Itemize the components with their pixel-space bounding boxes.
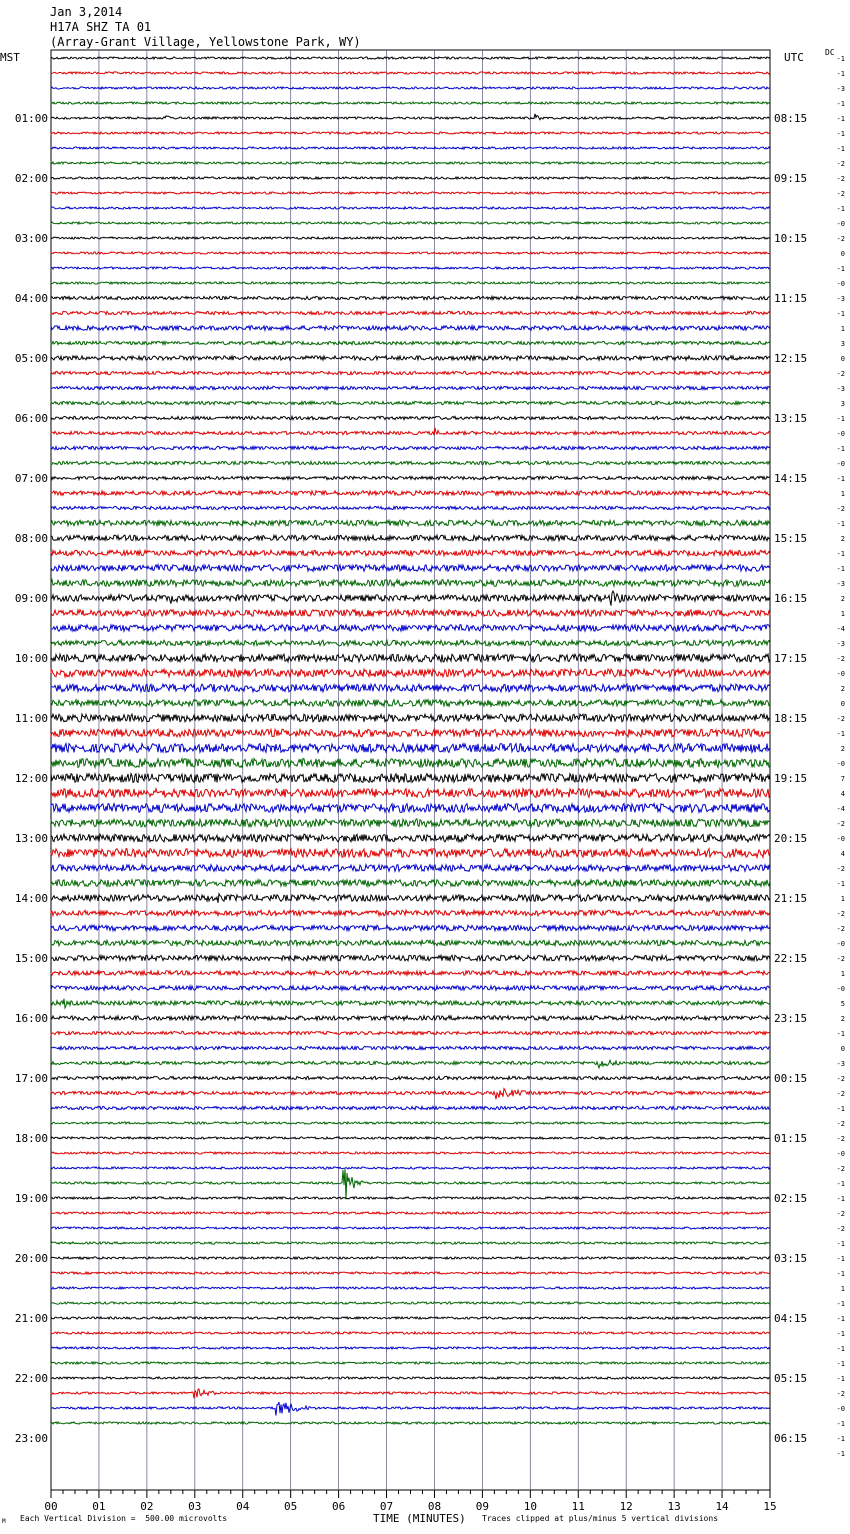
dc-offset-value: -1 (836, 1450, 845, 1458)
dc-offset-value: -1 (836, 1180, 845, 1188)
seismic-trace (51, 114, 770, 120)
utc-hour-label: 20:15 (774, 832, 808, 845)
seismic-trace (51, 565, 770, 572)
dc-offset-value: -1 (836, 1375, 845, 1383)
utc-hour-label: 05:15 (774, 1372, 808, 1385)
utc-hour-label: 19:15 (774, 772, 808, 785)
mst-hour-label: 19:00 (14, 1192, 48, 1205)
seismic-trace (51, 1332, 770, 1334)
dc-offset-value: 3 (840, 340, 845, 348)
dc-offset-value: 0 (840, 1045, 845, 1053)
seismic-trace (51, 1122, 770, 1124)
dc-offset-value: -2 (836, 1075, 845, 1083)
x-tick-label: 04 (236, 1500, 250, 1513)
dc-offset-value: -1 (836, 550, 845, 558)
utc-hour-label: 17:15 (774, 652, 808, 665)
dc-offset-value: -3 (836, 385, 845, 393)
seismic-trace (51, 1227, 770, 1229)
mst-hour-label: 04:00 (14, 292, 48, 305)
utc-hour-label: 10:15 (774, 232, 808, 245)
dc-offset-value: -0 (836, 280, 845, 288)
dc-offset-value: -3 (836, 640, 845, 648)
dc-offset-value: -2 (836, 865, 845, 873)
clip-note: Traces clipped at plus/minus 5 vertical divisions (482, 1514, 719, 1523)
dc-offset-value: -1 (836, 880, 845, 888)
dc-offset-value: -0 (836, 220, 845, 228)
seismic-trace (51, 729, 770, 737)
dc-offset-value: 2 (840, 745, 845, 753)
station-location: (Array-Grant Village, Yellowstone Park, WY) (50, 35, 361, 49)
seismic-trace (51, 102, 770, 104)
dc-offset-value: 1 (840, 325, 845, 333)
utc-hour-label: 16:15 (774, 592, 808, 605)
seismic-trace (51, 834, 770, 842)
dc-offset-value: -1 (836, 475, 845, 483)
dc-offset-value: -2 (836, 190, 845, 198)
seismic-trace (51, 580, 770, 587)
dc-offset-value: 0 (840, 250, 845, 258)
right-timezone-label: UTC (784, 51, 804, 64)
seismic-trace (51, 207, 770, 209)
dc-offset-header: DC (825, 48, 835, 57)
dc-offset-value: -0 (836, 760, 845, 768)
seismic-trace (51, 744, 770, 753)
dc-offset-value: -1 (836, 1270, 845, 1278)
seismic-trace (51, 986, 770, 990)
seismic-trace (51, 625, 770, 632)
dc-offset-value: -1 (836, 1195, 845, 1203)
dc-offset-value: 2 (840, 685, 845, 693)
dc-offset-value: -2 (836, 925, 845, 933)
seismic-trace (51, 1402, 770, 1416)
seismic-trace (51, 341, 770, 344)
utc-hour-label: 02:15 (774, 1192, 808, 1205)
mst-hour-label: 01:00 (14, 112, 48, 125)
seismic-trace (51, 1272, 770, 1274)
dc-offset-value: -0 (836, 430, 845, 438)
x-tick-label: 14 (715, 1500, 729, 1513)
seismic-trace (51, 356, 770, 360)
seismic-trace (51, 520, 770, 525)
utc-hour-label: 22:15 (774, 952, 808, 965)
dc-offset-value: -0 (836, 670, 845, 678)
seismic-trace (51, 999, 770, 1008)
x-tick-label: 06 (331, 1500, 346, 1513)
dc-offset-value: -1 (836, 520, 845, 528)
utc-hour-label: 06:15 (774, 1432, 808, 1445)
dc-offset-value: 4 (840, 850, 845, 858)
dc-offset-value: -1 (836, 1435, 845, 1443)
seismic-trace (51, 177, 770, 179)
mst-hour-label: 18:00 (14, 1132, 48, 1145)
dc-offset-value: -1 (836, 145, 845, 153)
x-tick-label: 00 (44, 1500, 58, 1513)
utc-hour-label: 14:15 (774, 472, 808, 485)
x-tick-label: 11 (571, 1500, 585, 1513)
seismic-trace (51, 819, 770, 827)
seismic-trace (51, 700, 770, 707)
seismic-trace (51, 714, 770, 722)
dc-offset-value: -1 (836, 415, 845, 423)
mst-hour-label: 02:00 (14, 172, 48, 185)
dc-offset-value: -0 (836, 835, 845, 843)
dc-offset-value: 2 (840, 595, 845, 603)
dc-offset-value: -2 (836, 655, 845, 663)
seismic-trace (51, 1302, 770, 1304)
dc-offset-value: -2 (836, 955, 845, 963)
dc-offset-value: 5 (840, 1000, 845, 1008)
dc-offset-value: 0 (840, 355, 845, 363)
dc-offset-value: -2 (836, 1225, 845, 1233)
mst-hour-label: 05:00 (14, 352, 48, 365)
seismic-trace (51, 955, 770, 960)
dc-offset-value: -1 (836, 115, 845, 123)
seismic-trace (51, 326, 770, 330)
seismic-trace (51, 147, 770, 149)
x-tick-label: 09 (475, 1500, 490, 1513)
x-tick-label: 01 (92, 1500, 106, 1513)
mst-hour-label: 16:00 (14, 1012, 48, 1025)
dc-offset-value: 7 (840, 775, 845, 783)
x-tick-label: 12 (619, 1500, 633, 1513)
x-tick-label: 07 (379, 1500, 394, 1513)
seismic-trace (51, 282, 770, 284)
seismic-trace (51, 491, 770, 495)
seismic-trace (51, 1212, 770, 1214)
utc-hour-label: 04:15 (774, 1312, 808, 1325)
dc-offset-value: 1 (840, 895, 845, 903)
seismic-trace (51, 446, 770, 449)
seismic-trace (51, 1076, 770, 1079)
seismic-trace (51, 506, 770, 509)
utc-hour-label: 03:15 (774, 1252, 808, 1265)
utc-hour-label: 08:15 (774, 112, 808, 125)
dc-offset-value: -2 (836, 160, 845, 168)
dc-offset-value: -1 (836, 565, 845, 573)
seismic-trace (51, 1389, 770, 1398)
dc-offset-value: -1 (836, 1030, 845, 1038)
seismic-trace (51, 1106, 770, 1109)
seismic-trace (51, 192, 770, 194)
dc-offset-value: -2 (836, 910, 845, 918)
x-tick-label: 10 (523, 1500, 537, 1513)
dc-offset-value: -1 (836, 445, 845, 453)
mst-hour-label: 21:00 (14, 1312, 48, 1325)
mst-hour-label: 17:00 (14, 1072, 48, 1085)
dc-offset-value: -2 (836, 1135, 845, 1143)
seismic-trace (51, 640, 770, 645)
dc-offset-value: -1 (836, 1420, 845, 1428)
dc-offset-value: -1 (836, 1255, 845, 1263)
seismic-trace (51, 252, 770, 254)
dc-offset-value: 3 (840, 400, 845, 408)
seismic-trace (51, 669, 770, 677)
dc-offset-value: -2 (836, 715, 845, 723)
dc-offset-value: 0 (840, 700, 845, 708)
mst-hour-label: 09:00 (14, 592, 48, 605)
dc-offset-value: -0 (836, 985, 845, 993)
seismic-trace (51, 774, 770, 783)
seismic-trace (51, 759, 770, 768)
seismic-trace (51, 1362, 770, 1364)
mst-hour-label: 22:00 (14, 1372, 48, 1385)
seismic-trace (51, 461, 770, 464)
seismic-trace (51, 57, 770, 59)
dc-offset-value: -2 (836, 1210, 845, 1218)
seismic-trace (51, 535, 770, 540)
seismic-trace (51, 849, 770, 858)
mst-hour-label: 11:00 (14, 712, 48, 725)
x-tick-label: 13 (667, 1500, 681, 1513)
dc-offset-value: -1 (836, 265, 845, 273)
seismic-trace (51, 865, 770, 872)
seismic-trace (51, 1347, 770, 1349)
dc-offset-value: -2 (836, 1165, 845, 1173)
mst-hour-label: 20:00 (14, 1252, 48, 1265)
dc-offset-value: -0 (836, 1405, 845, 1413)
dc-offset-value: -2 (836, 1390, 845, 1398)
seismic-trace (51, 386, 770, 389)
seismic-trace (51, 416, 770, 419)
dc-offset-value: -1 (836, 1330, 845, 1338)
seismic-trace (51, 971, 770, 975)
dc-offset-value: -2 (836, 370, 845, 378)
mst-hour-label: 23:00 (14, 1432, 48, 1445)
seismic-trace (51, 910, 770, 915)
seismic-trace (51, 550, 770, 555)
seismic-trace (51, 1152, 770, 1154)
seismic-trace (51, 1257, 770, 1259)
mst-hour-label: 12:00 (14, 772, 48, 785)
seismic-trace (51, 1060, 770, 1068)
utc-hour-label: 15:15 (774, 532, 808, 545)
seismic-trace (51, 804, 770, 813)
mst-hour-label: 14:00 (14, 892, 48, 905)
mst-hour-label: 13:00 (14, 832, 48, 845)
dc-offset-value: -1 (836, 310, 845, 318)
seismic-trace (51, 428, 770, 436)
dc-offset-value: 1 (840, 490, 845, 498)
dc-offset-value: -1 (836, 205, 845, 213)
x-tick-label: 08 (427, 1500, 442, 1513)
x-tick-label: 05 (284, 1500, 298, 1513)
scale-note: Each Vertical Division = 500.00 microvolts (20, 1514, 228, 1523)
dc-offset-value: -2 (836, 505, 845, 513)
utc-hour-label: 18:15 (774, 712, 808, 725)
utc-hour-label: 09:15 (774, 172, 808, 185)
utc-hour-label: 00:15 (774, 1072, 808, 1085)
seismic-trace (51, 1031, 770, 1034)
seismic-trace (51, 1046, 770, 1049)
seismic-trace (51, 1422, 770, 1424)
dc-offset-value: 1 (840, 610, 845, 618)
dc-offset-value: -1 (836, 1300, 845, 1308)
dc-offset-value: -1 (836, 130, 845, 138)
seismic-trace (51, 222, 770, 224)
seismic-trace (51, 72, 770, 74)
dc-offset-value: -1 (836, 1105, 845, 1113)
dc-offset-value: 1 (840, 970, 845, 978)
dc-offset-value: -1 (836, 1240, 845, 1248)
dc-offset-value: -0 (836, 940, 845, 948)
left-timezone-label: MST (0, 51, 20, 64)
seismic-trace (51, 237, 770, 239)
seismic-trace (51, 894, 770, 903)
dc-offset-value: 2 (840, 535, 845, 543)
seismic-trace (51, 880, 770, 887)
seismic-trace (51, 311, 770, 314)
mst-hour-label: 03:00 (14, 232, 48, 245)
seismic-trace (51, 267, 770, 269)
dc-offset-value: -2 (836, 820, 845, 828)
seismic-trace (51, 1317, 770, 1319)
seismic-trace (51, 162, 770, 164)
mst-hour-label: 08:00 (14, 532, 48, 545)
utc-hour-label: 01:15 (774, 1132, 808, 1145)
dc-offset-value: -3 (836, 295, 845, 303)
seismic-trace (51, 610, 770, 617)
seismic-trace (51, 1137, 770, 1139)
seismic-trace (51, 591, 770, 606)
seismic-trace (51, 1242, 770, 1244)
dc-offset-value: -2 (836, 1120, 845, 1128)
dc-offset-value: -1 (836, 100, 845, 108)
dc-offset-value: -4 (836, 805, 845, 813)
utc-hour-label: 11:15 (774, 292, 808, 305)
seismic-trace (51, 476, 770, 480)
seismic-trace (51, 1167, 770, 1169)
dc-offset-value: -3 (836, 85, 845, 93)
dc-offset-value: -0 (836, 1150, 845, 1158)
x-tick-label: 15 (763, 1500, 777, 1513)
seismic-trace (51, 401, 770, 404)
dc-offset-value: -3 (836, 580, 845, 588)
dc-offset-value: 4 (840, 790, 845, 798)
mst-hour-label: 15:00 (14, 952, 48, 965)
x-tick-label: 03 (188, 1500, 202, 1513)
dc-offset-value: -0 (836, 460, 845, 468)
mst-hour-label: 07:00 (14, 472, 48, 485)
dc-offset-value: -1 (836, 55, 845, 63)
dc-offset-value: -1 (836, 1345, 845, 1353)
dc-offset-value: -1 (836, 70, 845, 78)
seismic-trace (51, 925, 770, 930)
seismic-trace (51, 1169, 770, 1200)
seismic-trace (51, 1016, 770, 1020)
dc-offset-value: 1 (840, 1285, 845, 1293)
seismic-trace (51, 1377, 770, 1379)
mst-hour-label: 06:00 (14, 412, 48, 425)
station-id: H17A SHZ TA 01 (50, 20, 152, 34)
mst-hour-label: 10:00 (14, 652, 48, 665)
seismic-trace (51, 789, 770, 798)
dc-offset-value: -4 (836, 625, 845, 633)
corner-mark: M (2, 1518, 6, 1525)
plot-date: Jan 3,2014 (50, 5, 123, 19)
dc-offset-value: -2 (836, 175, 845, 183)
seismic-trace (51, 132, 770, 134)
seismic-trace (51, 371, 770, 374)
dc-offset-value: -1 (836, 1315, 845, 1323)
x-tick-label: 02 (140, 1500, 154, 1513)
dc-offset-value: -1 (836, 730, 845, 738)
seismic-trace (51, 654, 770, 662)
dc-offset-value: -2 (836, 1090, 845, 1098)
dc-offset-value: 2 (840, 1015, 845, 1023)
seismic-trace (51, 1197, 770, 1199)
utc-hour-label: 21:15 (774, 892, 808, 905)
seismic-trace (51, 1089, 770, 1100)
seismic-trace (51, 684, 770, 692)
utc-hour-label: 23:15 (774, 1012, 808, 1025)
utc-hour-label: 12:15 (774, 352, 808, 365)
dc-offset-value: -3 (836, 1060, 845, 1068)
dc-offset-value: -1 (836, 1360, 845, 1368)
utc-hour-label: 13:15 (774, 412, 808, 425)
seismic-trace (51, 87, 770, 89)
seismic-trace (51, 1287, 770, 1289)
x-axis-title: TIME (MINUTES) (373, 1512, 466, 1525)
seismic-trace (51, 940, 770, 945)
seismic-trace (51, 296, 770, 299)
dc-offset-value: -2 (836, 235, 845, 243)
